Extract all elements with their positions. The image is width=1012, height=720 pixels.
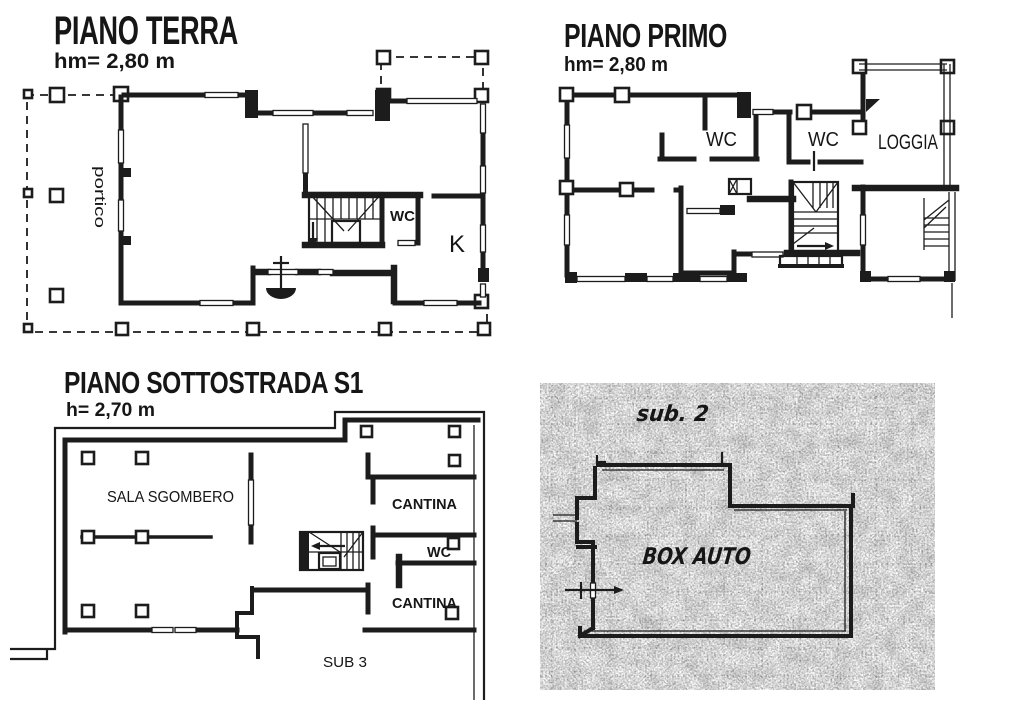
primo-loggia-label: LOGGIA (878, 131, 938, 154)
loggia-flag-mark (866, 99, 880, 112)
plan-sottostrada-height: h= 2,70 m (66, 400, 155, 421)
shaft-x-box (729, 179, 751, 194)
cantina-bottom-label: CANTINA (392, 595, 458, 612)
terra-staircase (308, 193, 382, 247)
balcony (780, 256, 842, 266)
plan-primo-height: hm= 2,80 m (564, 54, 668, 76)
plan-sottostrada-title: PIANO SOTTOSTRADA S1 (64, 365, 364, 400)
terra-wc-label: WC (390, 208, 416, 225)
sottostrada-wc-label: WC (427, 544, 452, 561)
exterior-stair (924, 198, 949, 250)
sub3-label: SUB 3 (323, 655, 367, 671)
plan-terra-title: PIANO TERRA (54, 9, 238, 53)
primo-staircase (793, 182, 838, 252)
terra-portico-label: portico (91, 166, 108, 212)
sottostrada-walls (65, 420, 478, 657)
plan-primo-title: PIANO PRIMO (564, 17, 727, 54)
primo-wc-right-label: WC (808, 129, 839, 151)
sub2-title: sub. 2 (635, 402, 714, 427)
sottostrada-staircase (300, 532, 363, 570)
terra-walls (121, 90, 489, 303)
plan-terra-height: hm= 2,80 m (54, 50, 175, 73)
box-auto-label: BOX AUTO (641, 544, 777, 570)
plan-piano-sottostrada (10, 365, 484, 700)
terra-kitchen-label: K (449, 231, 466, 258)
plan-piano-terra (24, 9, 490, 335)
cantina-top-label: CANTINA (392, 496, 458, 513)
scan-noise-texture (540, 383, 935, 690)
terra-ceiling-lamp-icon (266, 256, 296, 299)
sala-sgombero-label: SALA SGOMBERO (107, 489, 234, 506)
plan-sub2-box-auto (540, 383, 935, 690)
primo-wc-left-label: WC (706, 129, 737, 151)
plan-piano-primo (560, 17, 956, 318)
